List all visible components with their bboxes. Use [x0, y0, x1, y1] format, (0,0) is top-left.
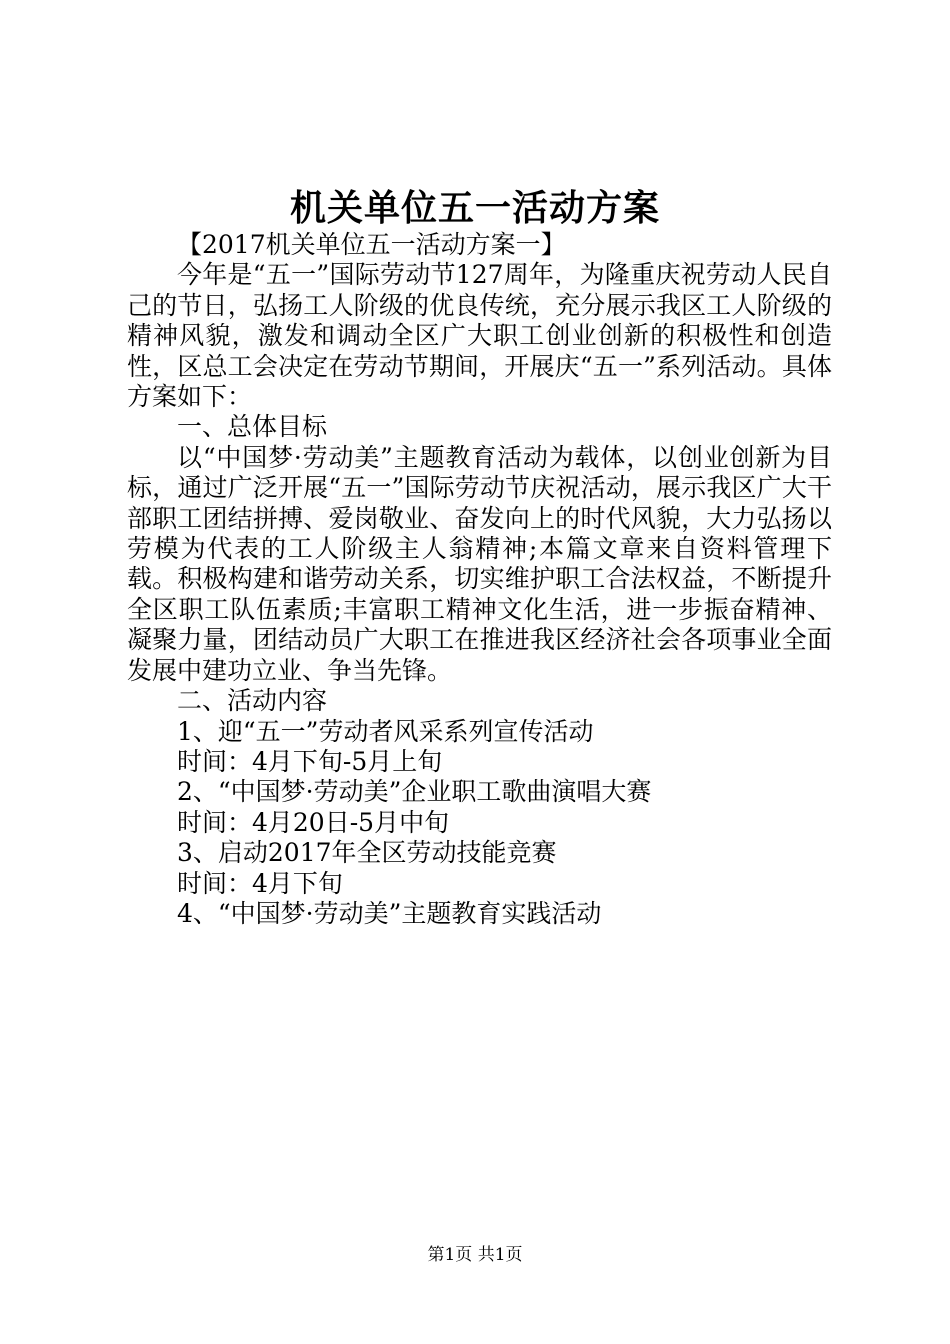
heading-overall-goal: 一、总体目标 [177, 412, 328, 442]
section-heading: 【2017机关单位五一活动方案一】 [177, 230, 566, 259]
document-title: 机关单位五一活动方案 [289, 187, 660, 229]
activity-item-2-time: 时间：4月20日-5月中旬 [177, 807, 450, 837]
activity-item-4: 4、“中国梦·劳动美”主题教育实践活动 [177, 898, 602, 928]
activity-item-1: 1、迎“五一”劳动者风采系列宣传活动 [177, 716, 594, 746]
activity-item-3-time: 时间：4月下旬 [177, 868, 343, 898]
activity-item-2: 2、“中国梦·劳动美”企业职工歌曲演唱大赛 [177, 777, 652, 807]
intro-paragraph: 今年是“五一”国际劳动节127周年，为隆重庆祝劳动人民自己的节日，弘扬工人阶级的优良传统，充分展示我区工人阶级的精神风貌，激发和调动全区广大职工创业创新的积极性和创造性，区总工会决定在劳动节期间，开展庆“五一”系列活动。具体方案如下： [127, 260, 832, 412]
activity-item-1-time: 时间：4月下旬-5月上旬 [177, 746, 443, 776]
document-body [127, 230, 832, 929]
activity-item-3: 3、启动2017年全区劳动技能竞赛 [177, 838, 557, 868]
page-number-footer: 第1页 共1页 [427, 1245, 523, 1265]
goal-paragraph: 以“中国梦·劳动美”主题教育活动为载体，以创业创新为目标，通过广泛开展“五一”国际劳动节庆祝活动，展示我区广大干部职工团结拼搏、爱岗敬业、奋发向上的时代风貌，大力弘扬以劳模为代表的工人阶级主人翁精神;本篇文章来自资料管理下载。积极构建和谐劳动关系，切实维护职工合法权益，不断提升全区职工队伍素质;丰富职工精神文化生活，进一步振奋精神、凝聚力量，团结动员广大职工在推进我区经济社会各项事业全面发展中建功立业、争当先锋。 [127, 442, 832, 685]
heading-activity-content: 二、活动内容 [177, 686, 328, 716]
